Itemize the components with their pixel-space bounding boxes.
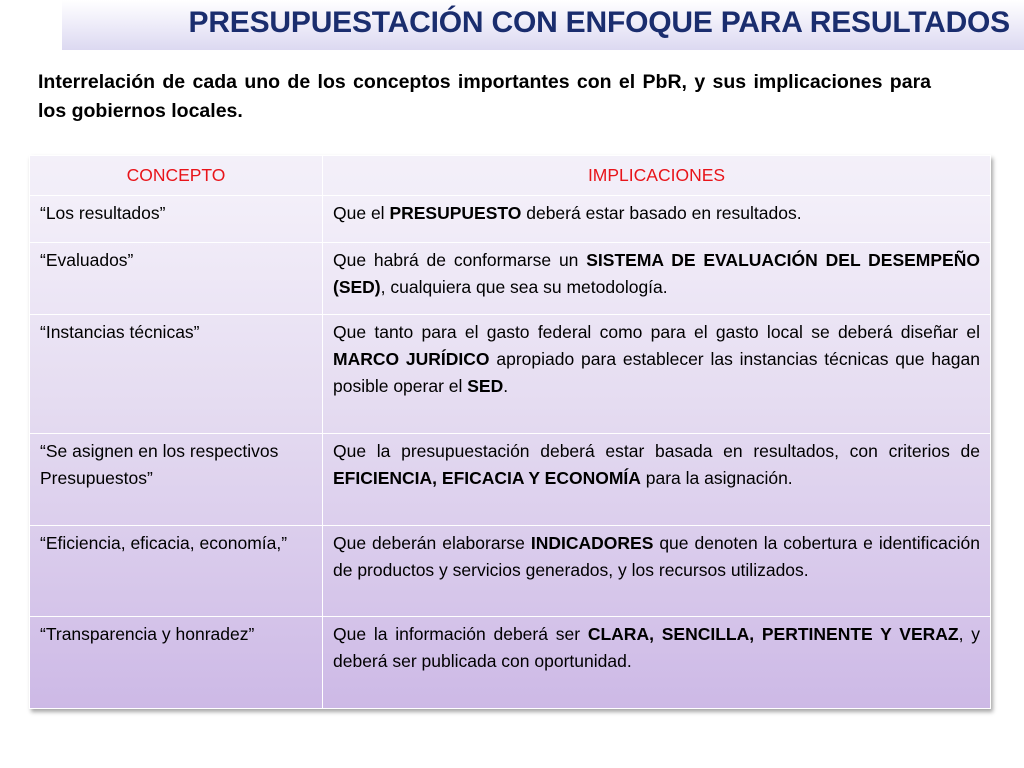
implicacion-cell: Que tanto para el gasto federal como para el gasto local se deberá diseñar el MARCO JURÍDICO apropiado para establecer las instancias técnicas que hagan posible operar el SED.: [323, 314, 991, 434]
implicacion-cell: Que la presupuestación deberá estar basada en resultados, con criterios de EFICIENCIA, EFICACIA Y ECONOMÍA para la asignación.: [323, 434, 991, 525]
implicacion-cell: Que deberán elaborarse INDICADORES que denoten la cobertura e identificación de productos y servicios generados, y los recursos utilizados.: [323, 525, 991, 616]
title-bar: [62, 0, 1024, 50]
implicacion-cell: Que el PRESUPUESTO deberá estar basado en resultados.: [323, 196, 991, 243]
concepto-cell: “Evaluados”: [30, 243, 323, 314]
slide-subtitle: Interrelación de cada uno de los conceptos importantes con el PbR, y sus implicaciones para los gobiernos locales.: [38, 71, 931, 122]
table-row: [30, 196, 991, 243]
table-header-row: [30, 156, 991, 196]
concepto-cell: “Se asignen en los respectivos Presupuestos”: [30, 434, 323, 525]
table-row: [30, 525, 991, 616]
concepto-cell: “Instancias técnicas”: [30, 314, 323, 434]
implicacion-cell: Que habrá de conformarse un SISTEMA DE EVALUACIÓN DEL DESEMPEÑO (SED), cualquiera que sea su metodología.: [323, 243, 991, 314]
concepto-cell: “Los resultados”: [30, 196, 323, 243]
table-row: [30, 434, 991, 525]
table-row: [30, 314, 991, 434]
concepts-table: [29, 155, 991, 709]
header-concepto: CONCEPTO: [30, 156, 323, 196]
concepto-cell: “Transparencia y honradez”: [30, 617, 323, 709]
table-row: [30, 617, 991, 709]
table-row: [30, 243, 991, 314]
concepto-cell: “Eficiencia, eficacia, economía,”: [30, 525, 323, 616]
header-implicaciones: IMPLICACIONES: [323, 156, 991, 196]
slide-title: PRESUPUESTACIÓN CON ENFOQUE PARA RESULTADOS: [188, 6, 1010, 39]
implicacion-cell: Que la información deberá ser CLARA, SENCILLA, PERTINENTE Y VERAZ, y deberá ser publicada con oportunidad.: [323, 617, 991, 709]
